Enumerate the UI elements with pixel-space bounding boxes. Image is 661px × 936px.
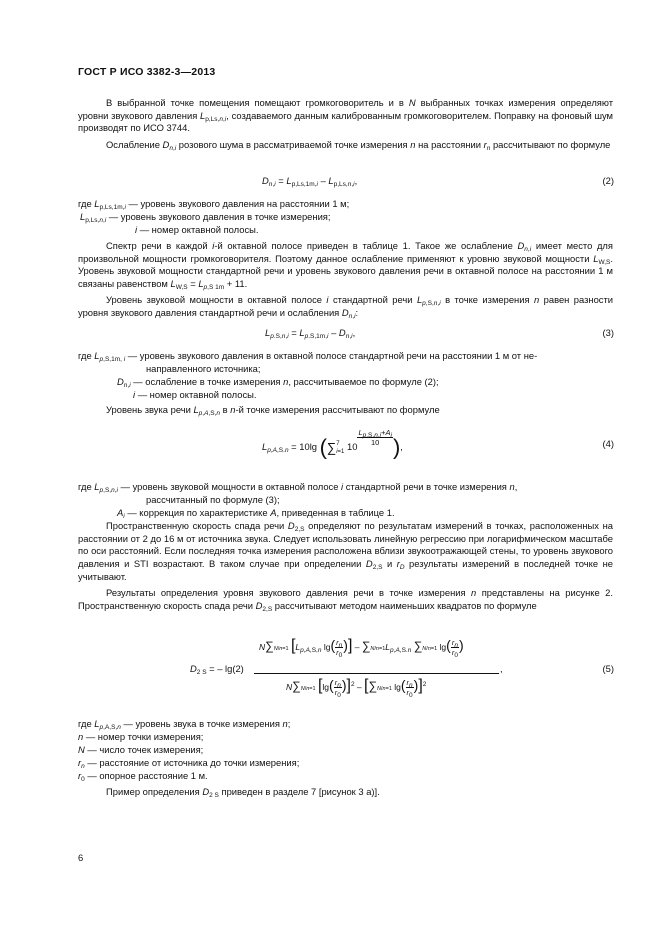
definition-row: направленного источника; bbox=[146, 363, 261, 374]
definition-row: где $L_{p,A,S,n}$ — уровень звука в точке измерения n; bbox=[78, 718, 291, 731]
definition-row: i — номер октавной полосы. bbox=[135, 224, 259, 235]
paragraph-8: Пример определения $D_{2 S}$ приведен в разделе 7 [рисунок 3 а)]. bbox=[106, 786, 380, 799]
equation-2-number: (2) bbox=[602, 175, 614, 186]
definition-row: где $L_{p,S,n,i}$ — уровень звуковой мощности в октавной полосе i стандартной речи в точке измерения n, bbox=[78, 481, 518, 494]
definition-row: $r_0$ — опорное расстояние 1 м. bbox=[78, 770, 208, 783]
definition-row: $A_i$ — коррекция по характеристике A, приведенная в таблице 1. bbox=[117, 507, 395, 520]
paragraph-4: Уровень звуковой мощности в октавной полосе i стандартной речи $L_{p,S,n,i}$ в точке измерения n равен разности уровня звукового давления стандартной речи и ослабления $D_{n,i}$: bbox=[78, 294, 614, 320]
equation-5-number: (5) bbox=[602, 663, 614, 674]
paragraph-5: Уровень звука речи $L_{p,A,S,n}$ в n-й точке измерения рассчитывают по формуле bbox=[106, 404, 440, 417]
definition-row: n — номер точки измерения; bbox=[78, 731, 204, 742]
definition-row: $r_n$ — расстояние от источника до точки измерения; bbox=[78, 757, 300, 770]
definition-row: где $L_{p,Ls,1m,i}$ — уровень звукового давления на расстоянии 1 м; bbox=[78, 198, 350, 211]
definition-row: $L_{p,Ls,n,i}$ — уровень звукового давления в точке измерения; bbox=[80, 211, 331, 224]
definition-row: i — номер октавной полосы. bbox=[133, 389, 257, 400]
paragraph-3: Спектр речи в каждой i-й октавной полосе приведен в таблице 1. Такое же ослабление $D_{n,i}$ имеет место для произвольной мощности громкоговорителя. Поэтому данное ослабление применяют к уровню звуковой мощности $L_{W,S}$. Уровень звуковой мощности стандартной речи и уровень звукового давления речи в октавной полосе на расстоянии 1 м связаны равенством $L_{W,S} = L_{p,S 1m} + 11$. bbox=[78, 240, 613, 292]
paragraph-2: Ослабление $D_{n,i}$ розового шума в рассматриваемой точке измерения n на расстоянии $r_n$ рассчитывают по формуле bbox=[106, 139, 611, 152]
definition-row: $D_{n,i}$ — ослабление в точке измерения n, рассчитываемое по формуле (2); bbox=[117, 376, 439, 389]
equation-3: $L_{p.S,n,i} = L_{p.S,1m,i} - D_{n,i}$, bbox=[265, 327, 356, 340]
page-number: 6 bbox=[78, 852, 84, 863]
paragraph-7: Результаты определения уровня звукового давления речи в точке измерения n представлены на рисунке 2. Пространственную скорость спада речи $D_{2,S}$ рассчитывают методом наименьших квадратов по формуле bbox=[78, 587, 613, 613]
paragraph-6: Пространственную скорость спада речи $D_{2,S}$ определяют по результатам измерений в точках, расположенных на расстоянии от 2 до 16 м от источника звука. Следует использовать линейную регрессию при логарифмическом масштабе по оси расстояний. Если последняя точка измерения расположена вблизи звукоотражающей стены, то уровень звукового давления и STI возрастают. В таком случае при определении $D_{2,S}$ и $r_D$ результаты измерений в последней точке не учитывают. bbox=[78, 520, 614, 582]
definition-row: где $L_{p,S,1m, i}$ — уровень звукового давления в октавной полосе стандартной речи на расстоянии 1 м от не- bbox=[78, 350, 538, 363]
equation-4: $L_{p,A,S.n} = 10\lg$ (∑7 i=1 10 $\frac{L_{p.S,n,i}+A_i}{10}$ ), bbox=[262, 428, 403, 460]
definition-row: рассчитанный по формуле (3); bbox=[146, 494, 280, 505]
equation-4-number: (4) bbox=[602, 438, 614, 449]
equation-5: $D_{2 S}$ = – lg(2) N∑N/n=1 [$L_{p,A,S,n}$ lg( $\frac{r_n}{r_0}$ )] – $\sum N/n=1L_{p,A,S.n}$ ∑N/n=1 lg( $\frac{r_n}{r_0}$ ) N∑N/n=1 [lg( $\frac{r_n}{r_0}$ )]$^2$ – [∑N/n=1 lg( $\frac{r_n}{r_0}$ )]$^2$ , bbox=[190, 637, 503, 700]
definition-row: N — число точек измерения; bbox=[78, 744, 204, 755]
page-header: ГОСТ Р ИСО 3382-3—2013 bbox=[78, 66, 216, 78]
paragraph-1: В выбранной точке помещения помещают громкоговоритель и в N выбранных точках измерения определяют уровни звукового давления $L_{p,Ls,n,i}$, создаваемого данным калиброванным громкоговорителем. Поправку на фоновый шум производят по ИСО 3744. bbox=[78, 97, 614, 134]
equation-2: $D_{n,i} = L_{p,Ls,1m,i} - L_{p,Ls,n,i}$, bbox=[262, 175, 358, 188]
equation-3-number: (3) bbox=[602, 327, 614, 338]
